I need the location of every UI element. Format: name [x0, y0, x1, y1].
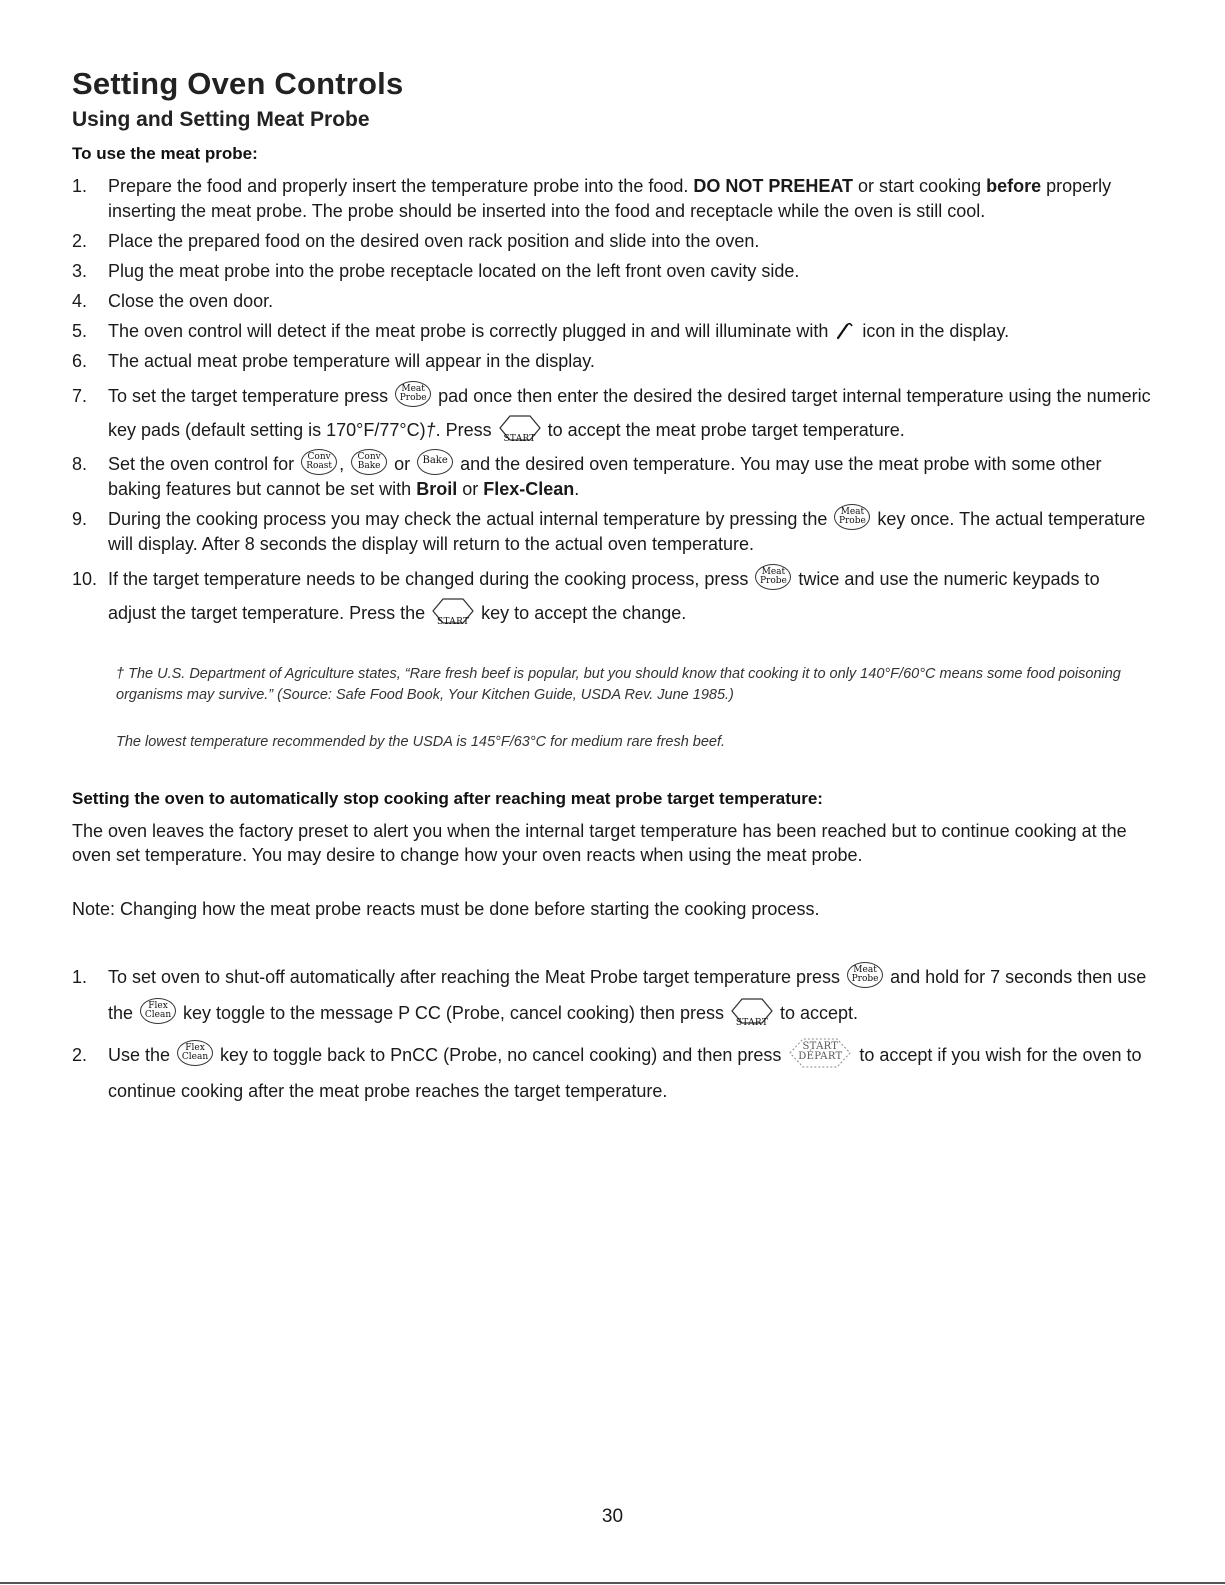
conv-roast-key-icon: Conv Roast [301, 449, 337, 475]
section-heading-use-probe: To use the meat probe: [72, 144, 258, 163]
page [72, 66, 1152, 1115]
list-item: 1. Prepare the food and properly insert the temperature probe into the food. DO NOT PREHEAT or start cooking before properly inserting the meat probe. The probe should be inserted into the food and receptacle while the oven is still cool. [72, 176, 1112, 221]
start-depart-key-icon: START DÉPART [787, 1036, 853, 1070]
flex-clean-key-icon: Flex Clean [140, 998, 176, 1024]
list-item: 6. The actual meat probe temperature will appear in the display. [72, 351, 595, 371]
list-item: 10. If the target temperature needs to be changed during the cooking process, press Meat Probe twice and use the numeric keypads to adjust the target temperature. Press the START key to accept the change. [72, 562, 1152, 630]
section-auto-stop [72, 789, 1152, 1109]
meat-probe-key-icon: Meat Probe [755, 564, 791, 590]
section-note: Note: Changing how the meat probe reacts must be done before starting the cooking process. [72, 899, 820, 919]
list-item: 4. Close the oven door. [72, 291, 274, 311]
list-item: 8. Set the oven control for Conv Roast , Conv Bake or Bake and the desired oven temperature. You may use the meat probe with some other baking features but cannot be set with Broil or Flex-Clean. [72, 452, 1152, 502]
page-title: Setting Oven Controls [72, 66, 404, 101]
list-item: 2. Place the prepared food on the desired oven rack position and slide into the oven. [72, 231, 760, 251]
section-intro: The oven leaves the factory preset to alert you when the internal target temperature has been reached but to continue cooking at the oven set temperature. You may desire to change how your oven reacts when using the meat probe. [72, 821, 1127, 865]
list-item: 7. To set the target temperature press Meat Probe pad once then enter the desired the desired target internal temperature using the numeric key pads (default setting is 170°F/77°C)†. Press START to accept the meat probe target temperature. [72, 379, 1152, 447]
footnote-usda-lowest-temp: The lowest temperature recommended by the USDA is 145°F/63°C for medium rare fresh beef. [116, 734, 726, 750]
page-subtitle: Using and Setting Meat Probe [72, 108, 370, 131]
list-item: 3. Plug the meat probe into the probe receptacle located on the left front oven cavity side. [72, 261, 800, 281]
meat-probe-key-icon: Meat Probe [847, 962, 883, 988]
list-item: 9. During the cooking process you may check the actual internal temperature by pressing the Meat Probe key once. The actual temperature will display. After 8 seconds the display will return to the actual oven temperature. [72, 507, 1152, 557]
steps-list-auto-stop [72, 959, 1152, 1109]
meat-probe-key-icon: Meat Probe [395, 381, 431, 407]
footnote-usda-rare-beef: † The U.S. Department of Agriculture states, “Rare fresh beef is popular, but you should know that cooking it to only 140°F/60°C means some food poisoning organisms may survive.” (Source: Safe Food Book, Your Kitchen Guide, USDA Rev. June 1985.) [116, 666, 1121, 703]
conv-bake-key-icon: Conv Bake [351, 449, 387, 475]
bottom-divider [0, 1582, 1225, 1584]
meat-probe-key-icon: Meat Probe [834, 504, 870, 530]
section-heading-auto-stop: Setting the oven to automatically stop cooking after reaching meat probe target temperature: [72, 789, 823, 808]
flex-clean-key-icon: Flex Clean [177, 1040, 213, 1066]
start-key-icon: START [431, 597, 475, 625]
list-item: 5. The oven control will detect if the meat probe is correctly plugged in and will illuminate with icon in the display. [72, 321, 1010, 341]
start-key-icon: START [498, 414, 542, 442]
page-number: 30 [601, 1506, 624, 1527]
steps-list-use-probe [72, 174, 1152, 630]
meat-probe-icon [835, 320, 855, 340]
bake-key-icon: Bake [417, 449, 453, 475]
list-item: 2. Use the Flex Clean key to toggle back to PnCC (Probe, no cancel cooking) and then press START DÉPART to accept if you wish for the oven to continue cooking after the meat probe reaches the target temperature. [72, 1037, 1152, 1109]
start-key-icon: START [730, 997, 774, 1025]
list-item: 1. To set oven to shut-off automatically after reaching the Meat Probe target temperature press Meat Probe and hold for 7 seconds then use the Flex Clean key toggle to the message P CC (Probe, cancel cooking) then press START to accept. [72, 959, 1152, 1031]
